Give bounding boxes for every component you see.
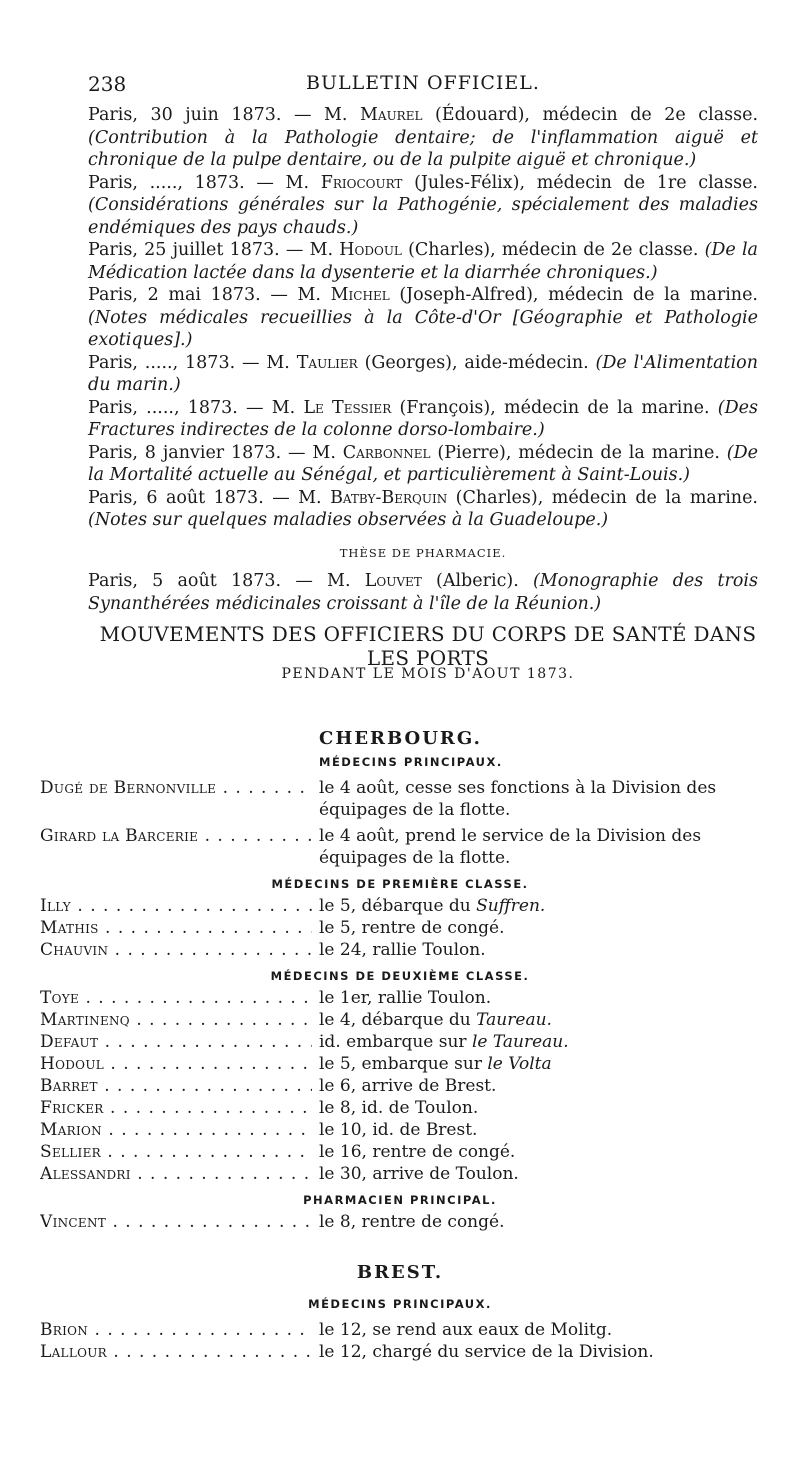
officer-name: Marion . . . (40, 1119, 312, 1141)
officer-name: Chauvin . . . (40, 939, 312, 961)
officer-name: Fricker . . . (40, 1097, 312, 1119)
port-title-cherbourg: CHERBOURG. (319, 728, 482, 749)
movement-text: le 16, rentre de congé. (319, 1142, 516, 1162)
movement-text: le 8, rentre de congé. (319, 1212, 505, 1232)
movement-row (40, 895, 760, 917)
movement-text: le 10, id. de Brest. (319, 1120, 478, 1140)
movement-text: le 4 août, cesse ses fonctions à la Division des équipages de la flotte. (319, 778, 717, 820)
movement-row (40, 825, 760, 869)
movement-row (40, 917, 760, 939)
thesis-entry: Paris, 30 juin 1873. — M. Maurel (Édouard), médecin de 2e classe. (Contribution à la Pathologie dentaire; de l'inflammation aiguë et chronique de la pulpe dentaire, ou de la pulpite aiguë et chronique.) (88, 105, 759, 170)
movement-row (40, 1097, 760, 1119)
movement-row (40, 1319, 760, 1341)
brest-section (40, 1262, 760, 1363)
officer-name: Dugé de Bernonville . . . (40, 777, 312, 799)
thesis-entry: Paris, ....., 1873. — M. Friocourt (Jules-Félix), médecin de 1re classe. (Considérations générales sur la Pathogénie, spécialement des maladies endémiques des pays chauds.) (88, 172, 758, 238)
thesis-list (88, 104, 758, 615)
officer-name: Lallour . . . (40, 1341, 312, 1363)
movement-text: le 24, rallie Toulon. (319, 940, 486, 960)
movement-row (40, 1053, 760, 1075)
movement-text: le 12, chargé du service de la Division. (319, 1342, 654, 1362)
officer-name: Sellier . . . (40, 1141, 312, 1163)
movement-text: le 30, arrive de Toulon. (319, 1164, 519, 1184)
officer-name: Defaut . . . (40, 1031, 312, 1053)
movements-subtitle: PENDANT LE MOIS D'AOUT 1873. (281, 666, 575, 682)
movement-text: le 5, débarque du Suffren. (319, 896, 546, 916)
movement-row (40, 1211, 760, 1233)
movement-text: le 8, id. de Toulon. (319, 1098, 479, 1118)
movement-row (40, 1163, 760, 1185)
officer-name: Girard la Barcerie . . . (40, 825, 312, 847)
officer-name: Alessandri . . . (40, 1163, 312, 1185)
running-title: BULLETIN OFFICIEL. (306, 72, 540, 94)
thesis-entry: Paris, ....., 1873. — M. Le Tessier (François), médecin de la marine. (Des Fractures indirectes de la colonne dorso-lombaire.) (88, 397, 758, 440)
category-heading: MÉDECINS DE PREMIÈRE CLASSE. (271, 877, 529, 891)
officer-name: Hodoul . . . (40, 1053, 312, 1075)
thesis-entry: Paris, 6 août 1873. — M. Batby-Berquin (Charles), médecin de la marine. (Notes sur quelques maladies observées à la Guadeloupe.) (88, 487, 758, 530)
category-heading: MÉDECINS PRINCIPAUX. (319, 755, 503, 769)
pharmacie-heading: THÈSE DE PHARMACIE. (339, 545, 507, 560)
officer-name: Barret . . . (40, 1075, 312, 1097)
movement-row (40, 1141, 760, 1163)
movement-text: le 12, se rend aux eaux de Molitg. (319, 1320, 613, 1340)
officer-name: Vincent . . . (40, 1211, 312, 1233)
cherbourg-section (40, 728, 760, 1233)
thesis-entry: Paris, 8 janvier 1873. — M. Carbonnel (Pierre), médecin de la marine. (De la Mortalité actuelle au Sénégal, et particulièrement à Saint-Louis.) (88, 442, 759, 485)
thesis-entry: Paris, ....., 1873. — M. Taulier (Georges), aide-médecin. (De l'Alimentation du marin.) (88, 352, 758, 395)
port-title-brest: BREST. (356, 1262, 444, 1283)
thesis-entry: Paris, 2 mai 1873. — M. Michel (Joseph-Alfred), médecin de la marine. (Notes médicales recueillies à la Côte-d'Or [Géographie et Pathologie exotiques].) (88, 285, 758, 350)
thesis-entry: Paris, 25 juillet 1873. — M. Hodoul (Charles), médecin de 2e classe. (De la Médication lactée dans la dysenterie et la diarrhée chroniques.) (88, 240, 758, 283)
movement-text: le 4 août, prend le service de la Division des équipages de la flotte. (319, 826, 702, 868)
movements-title: MOUVEMENTS DES OFFICIERS DU CORPS DE SANTÉ DANS LES PORTS (99, 622, 757, 670)
movement-text: id. embarque sur le Taureau. (319, 1032, 569, 1052)
movement-row (40, 987, 760, 1009)
category-heading: PHARMACIEN PRINCIPAL. (303, 1193, 497, 1207)
movement-row (40, 939, 760, 961)
movement-row (40, 1075, 760, 1097)
category-heading: MÉDECINS PRINCIPAUX. (308, 1297, 492, 1311)
movement-row (40, 777, 760, 821)
movement-text: le 6, arrive de Brest. (319, 1076, 497, 1096)
page-header (88, 72, 758, 100)
movement-text: le 5, embarque sur le Volta (319, 1054, 552, 1074)
officer-name: Mathis . . . (40, 917, 312, 939)
movement-text: le 1er, rallie Toulon. (319, 988, 492, 1008)
movement-text: le 4, débarque du Taureau. (319, 1010, 552, 1030)
category-heading: MÉDECINS DE DEUXIÈME CLASSE. (270, 969, 530, 983)
movement-text: le 5, rentre de congé. (319, 918, 505, 938)
page-number: 238 (88, 72, 127, 96)
officer-name: Martinenq . . . (40, 1009, 312, 1031)
movement-row (40, 1119, 760, 1141)
officer-name: Illy . . . (40, 895, 312, 917)
officer-name: Toye . . . (40, 987, 312, 1009)
officer-name: Brion . . . (40, 1319, 312, 1341)
pharmacie-entry: Paris, 5 août 1873. — M. Louvet (Alberic). (Monographie des trois Synanthérées médicinales croissant à l'île de la Réunion.) (88, 571, 758, 614)
movement-row (40, 1009, 760, 1031)
movement-row (40, 1341, 760, 1363)
movement-row (40, 1031, 760, 1053)
